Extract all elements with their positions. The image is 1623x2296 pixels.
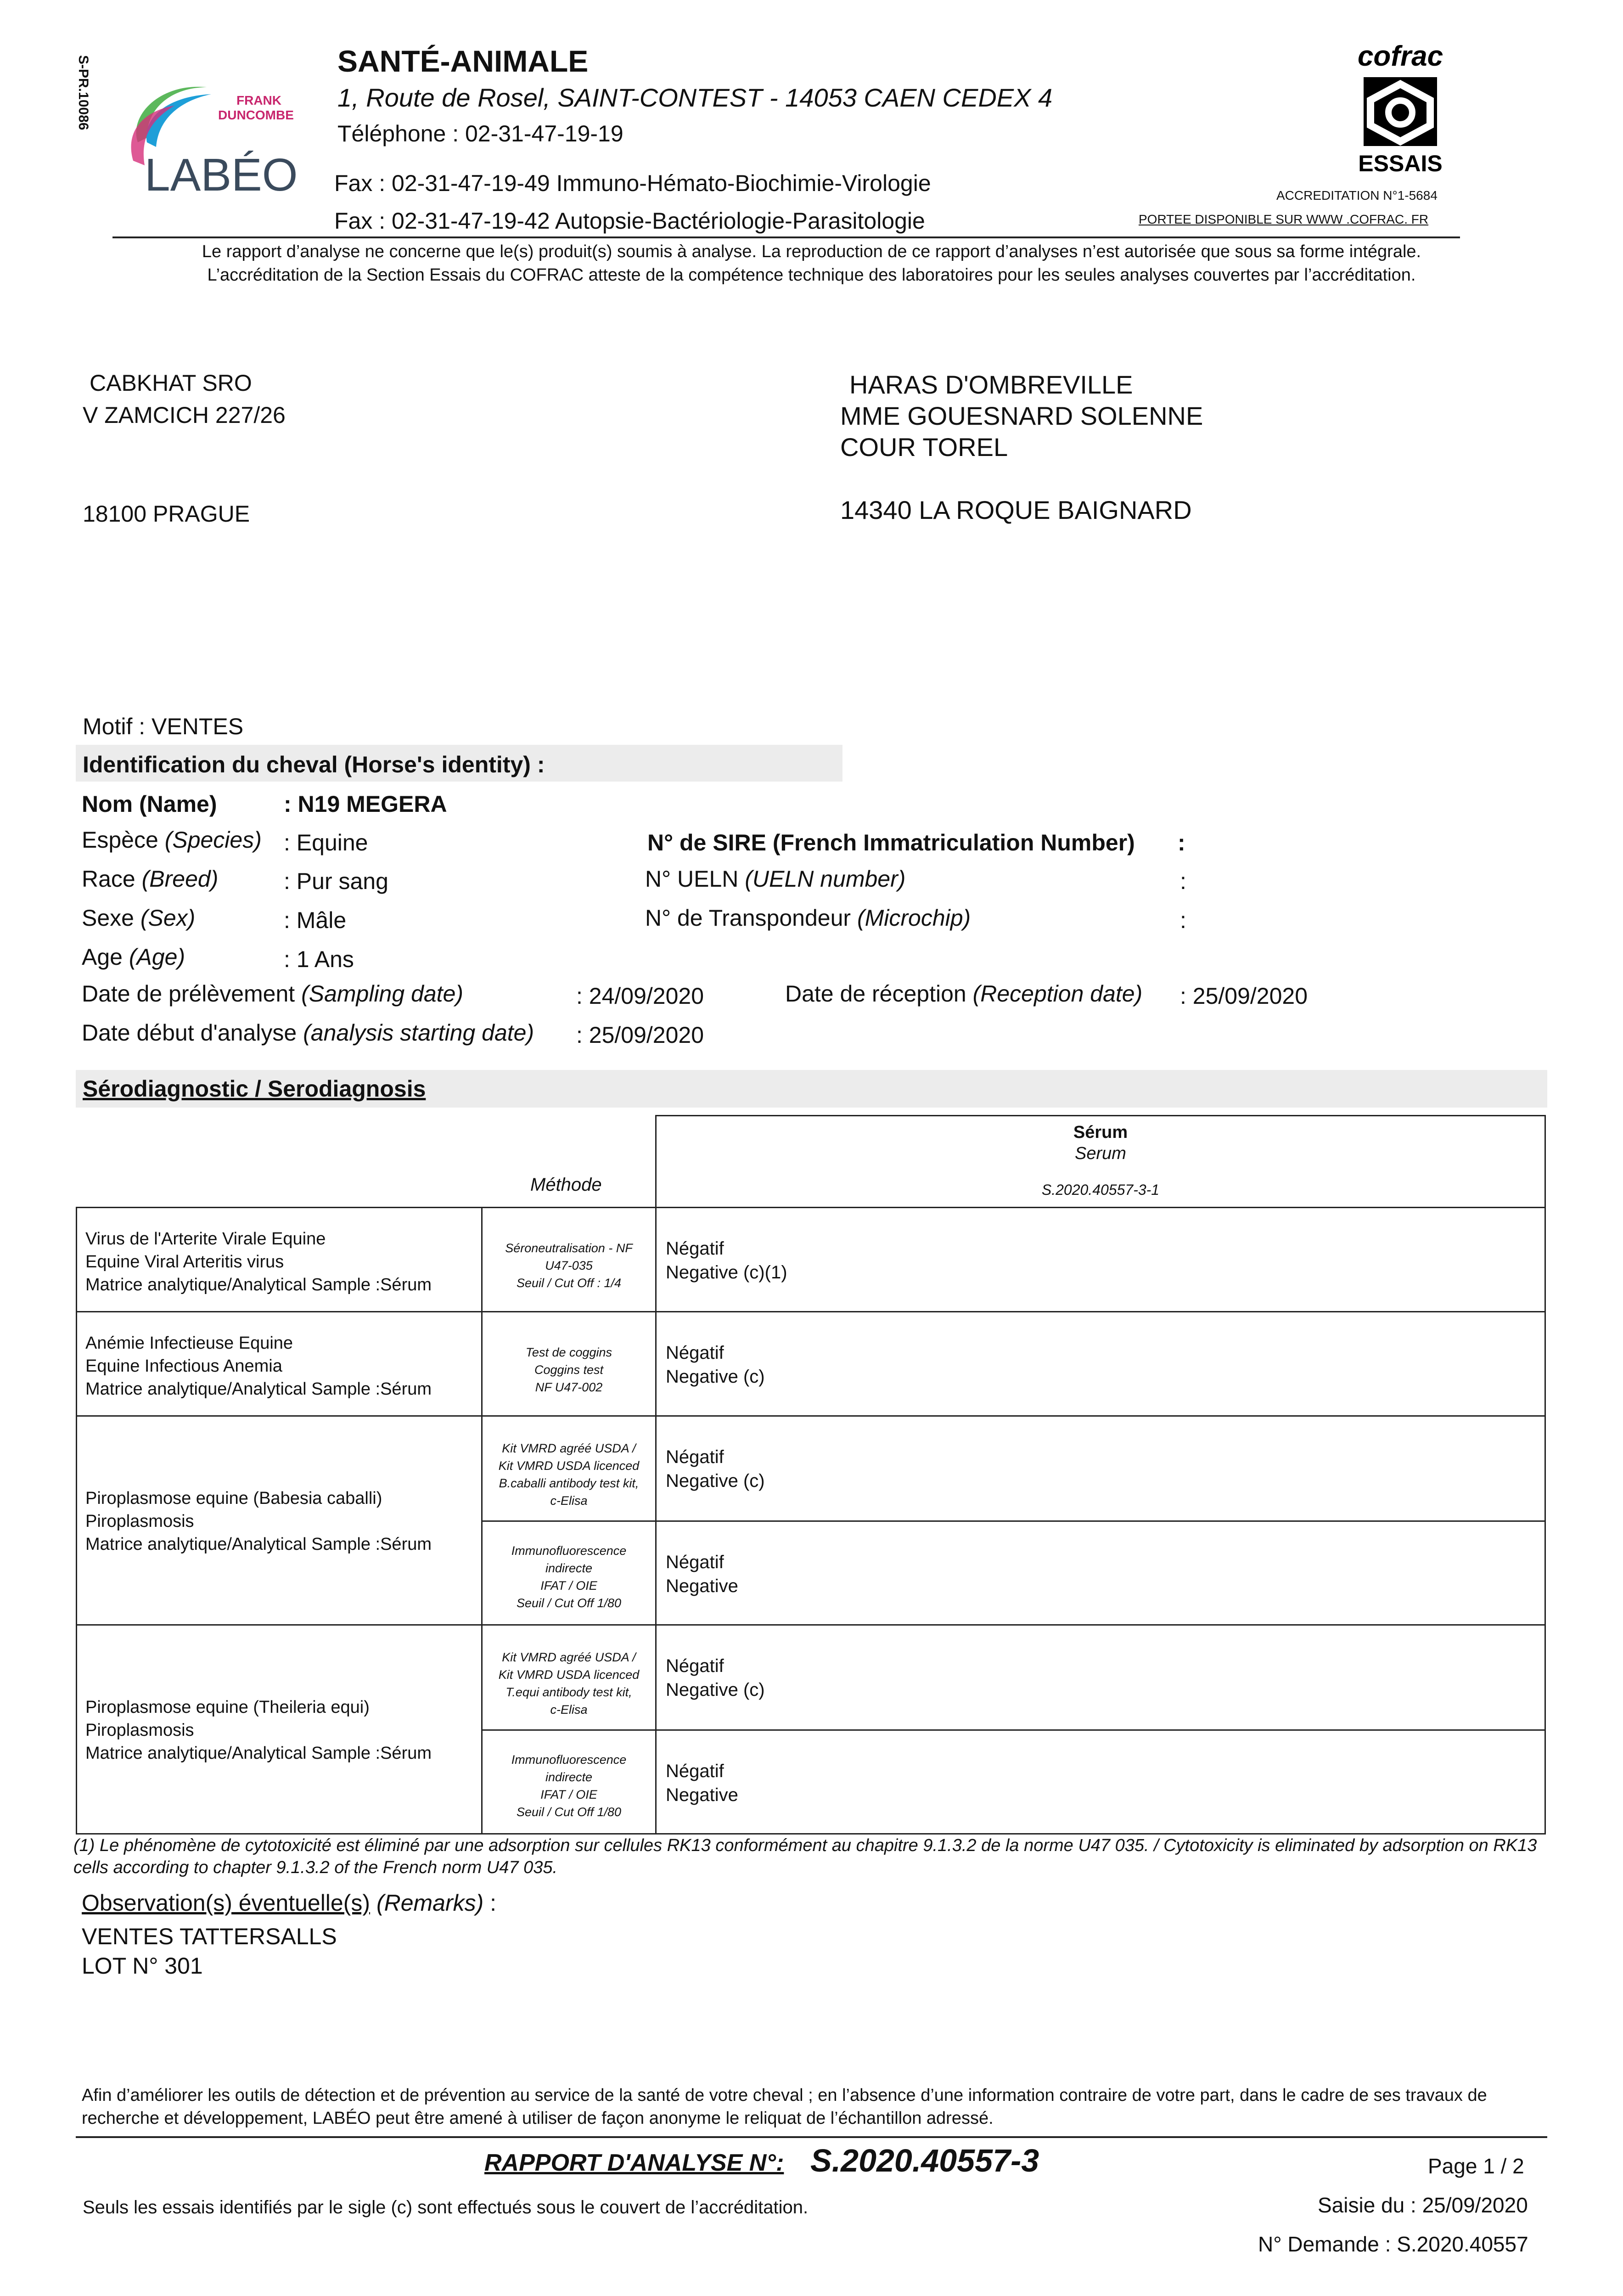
table-row-test <box>76 1624 483 1835</box>
microchip-label <box>645 905 971 931</box>
lab-fax-1: Fax : 02-31-47-19-49 Immuno-Hémato-Biochimie-Virologie <box>334 170 931 196</box>
recipient-line-2: MME GOUESNARD SOLENNE <box>840 401 1203 430</box>
result-fr: Négatif <box>666 1447 724 1467</box>
method-line: Kit VMRD USDA licenced <box>498 1668 640 1682</box>
test-name: Piroplasmose equine (Babesia caballi) <box>85 1489 382 1508</box>
labeo-logo <box>119 73 321 197</box>
analysis-start-label-fr: Date début d'analyse <box>82 1020 297 1046</box>
lab-address: 1, Route de Rosel, SAINT-CONTEST - 14053 CAEN CEDEX 4 <box>337 83 1053 112</box>
test-name: Virus de l'Arterite Virale Equine <box>85 1229 326 1249</box>
reception-date-label-en: (Reception date) <box>972 981 1143 1007</box>
logo-duncombe: DUNCOMBE <box>218 108 294 122</box>
method-line: c-Elisa <box>550 1703 588 1716</box>
sex-label <box>82 905 195 931</box>
serum-header-en: Serum <box>1075 1144 1126 1163</box>
method-line: Seuil / Cut Off : 1/4 <box>516 1276 622 1290</box>
test-matrix: Matrice analytique/Analytical Sample :Sérum <box>85 1379 432 1399</box>
species-value: : Equine <box>284 830 368 855</box>
method-line: Kit VMRD agréé USDA / <box>502 1650 636 1664</box>
analysis-start-label-en: (analysis starting date) <box>303 1020 534 1046</box>
result-fr: Négatif <box>666 1656 724 1676</box>
method-line: Séroneutralisation - NF <box>505 1241 633 1255</box>
method-line: Coggins test <box>534 1363 604 1377</box>
test-name: Anémie Infectieuse Equine <box>85 1334 293 1353</box>
result-en: Negative (c) <box>666 1367 765 1387</box>
microchip-value: : <box>1180 907 1186 933</box>
page-number: Page 1 / 2 <box>1428 2154 1524 2178</box>
sample-id: S.2020.40557-3-1 <box>1041 1182 1160 1198</box>
method-line: Seuil / Cut Off 1/80 <box>516 1596 622 1610</box>
ueln-value: : <box>1180 868 1186 894</box>
microchip-label-fr: N° de Transpondeur <box>645 905 851 931</box>
age-value: : 1 Ans <box>284 946 354 972</box>
serum-header-cell <box>655 1115 1546 1208</box>
table-row-method <box>481 1311 657 1417</box>
sire-label: N° de SIRE (French Immatriculation Number) <box>647 830 1135 855</box>
species-label-en: (Species) <box>164 827 262 853</box>
sender-line-1: CABKHAT SRO <box>90 370 252 396</box>
method-line: IFAT / OIE <box>540 1788 597 1801</box>
table-row-method <box>481 1729 657 1835</box>
serodiagnostic-title: Sérodiagnostic / Serodiagnosis <box>83 1076 426 1102</box>
sire-value: : <box>1178 830 1185 855</box>
table-row-method <box>481 1207 657 1312</box>
species-label <box>82 827 262 853</box>
sampling-date-label-fr: Date de prélèvement <box>82 981 295 1007</box>
sex-label-fr: Sexe <box>82 905 134 931</box>
recipient-line-1: HARAS D'OMBREVILLE <box>849 370 1133 399</box>
cofrac-logo <box>1350 40 1451 178</box>
breed-label <box>82 866 218 892</box>
identification-title: Identification du cheval (Horse's identity) : <box>83 752 545 777</box>
table-row-result <box>655 1624 1546 1731</box>
ueln-label <box>645 866 905 892</box>
microchip-label-en: (Microchip) <box>857 905 971 931</box>
breed-label-en: (Breed) <box>141 866 219 892</box>
table-row-test <box>76 1311 483 1417</box>
method-line: indirecte <box>545 1561 593 1575</box>
analysis-start-value: : 25/09/2020 <box>576 1022 704 1048</box>
name-value: : N19 MEGERA <box>284 791 447 817</box>
reception-date-label-fr: Date de réception <box>785 981 966 1007</box>
recipient-line-4: 14340 LA ROQUE BAIGNARD <box>840 495 1192 524</box>
test-name-en: Equine Infectious Anemia <box>85 1356 282 1376</box>
result-en: Negative (c)(1) <box>666 1262 787 1283</box>
table-row-result <box>655 1207 1546 1312</box>
method-line: Immunofluorescence <box>511 1544 627 1558</box>
method-line: U47-035 <box>545 1259 593 1272</box>
disclaimer-line-1: Le rapport d’analyse ne concerne que le(s) produit(s) soumis à analyse. La reproduction de ce rapport d’analyses n’est autorisée que sous sa forme intégrale. <box>202 242 1421 261</box>
footer-divider <box>76 2136 1547 2138</box>
test-name: Piroplasmose equine (Theileria equi) <box>85 1698 370 1717</box>
result-fr: Négatif <box>666 1238 724 1259</box>
report-number: S.2020.40557-3 <box>810 2143 1039 2178</box>
reception-date-value: : 25/09/2020 <box>1180 983 1308 1009</box>
method-line: c-Elisa <box>550 1494 588 1508</box>
method-line: Seuil / Cut Off 1/80 <box>516 1805 622 1819</box>
entry-date: Saisie du : 25/09/2020 <box>1318 2193 1528 2217</box>
logo-frank: FRANK <box>236 93 281 107</box>
test-name-en: Equine Viral Arteritis virus <box>85 1252 284 1272</box>
table-footnote: (1) Le phénomène de cytotoxicité est éliminé par une adsorption sur cellules RK13 conformément au chapitre 9.1.3.2 de la norme U47 035. / Cytotoxicity is eliminated by adsorption on RK13 cells according to chapter 9.1.3.2 of the French norm U47 035. <box>73 1836 1537 1877</box>
sampling-date-value: : 24/09/2020 <box>576 983 704 1009</box>
result-fr: Négatif <box>666 1552 724 1572</box>
method-line: NF U47-002 <box>535 1380 603 1394</box>
disclaimer-line-2: L’accréditation de la Section Essais du COFRAC atteste de la compétence technique des laboratoires pour les seules analyses couvertes par l’accréditation. <box>207 265 1416 285</box>
remarks-line-2: LOT N° 301 <box>82 1953 203 1979</box>
result-en: Negative (c) <box>666 1680 765 1700</box>
test-matrix: Matrice analytique/Analytical Sample :Sérum <box>85 1275 432 1294</box>
breed-value: : Pur sang <box>284 868 388 894</box>
test-name-en: Piroplasmosis <box>85 1721 194 1740</box>
ueln-label-fr: N° UELN <box>645 866 739 892</box>
motif: Motif : VENTES <box>83 714 244 739</box>
method-line: Immunofluorescence <box>511 1753 627 1767</box>
cofrac-word: cofrac <box>1357 40 1443 72</box>
table-row-result <box>655 1520 1546 1626</box>
age-label-en: (Age) <box>129 944 185 970</box>
remarks-label <box>82 1890 496 1916</box>
lab-phone: Téléphone : 02-31-47-19-19 <box>337 121 623 146</box>
sex-value: : Mâle <box>284 907 347 933</box>
table-row-result <box>655 1729 1546 1835</box>
method-line: Test de coggins <box>525 1345 612 1359</box>
lab-fax-2: Fax : 02-31-47-19-42 Autopsie-Bactériologie-Parasitologie <box>334 208 925 234</box>
test-name-en: Piroplasmosis <box>85 1512 194 1531</box>
request-number: N° Demande : S.2020.40557 <box>1258 2232 1528 2256</box>
recipient-line-3: COUR TOREL <box>840 433 1008 461</box>
method-line: indirecte <box>545 1770 593 1784</box>
result-fr: Négatif <box>666 1343 724 1363</box>
table-row-method <box>481 1624 657 1731</box>
method-line: Kit VMRD USDA licenced <box>498 1459 640 1473</box>
method-line: T.equi antibody test kit, <box>505 1685 632 1699</box>
breed-label-fr: Race <box>82 866 135 892</box>
lab-title: SANTÉ-ANIMALE <box>337 44 589 78</box>
table-row-result <box>655 1311 1546 1417</box>
species-label-fr: Espèce <box>82 827 158 853</box>
sender-line-3: 18100 PRAGUE <box>83 501 250 527</box>
test-matrix: Matrice analytique/Analytical Sample :Sérum <box>85 1535 432 1554</box>
cofrac-portee-link[interactable]: PORTEE DISPONIBLE SUR WWW .COFRAC. FR <box>1139 212 1429 226</box>
logo-labeo-text: LABÉO <box>145 149 298 197</box>
accreditation-note: Seuls les essais identifiés par le sigle (c) sont effectués sous le couvert de l’accréditation. <box>83 2197 809 2217</box>
method-line: B.caballi antibody test kit, <box>499 1476 639 1490</box>
age-label <box>82 944 185 970</box>
analysis-start-label <box>82 1019 534 1046</box>
sampling-date-label <box>82 980 463 1007</box>
remarks-label-en: (Remarks) <box>376 1890 484 1916</box>
header-divider <box>112 236 1460 238</box>
remarks-label-colon: : <box>490 1890 497 1916</box>
sex-label-en: (Sex) <box>140 905 196 931</box>
method-line: Kit VMRD agréé USDA / <box>502 1441 636 1455</box>
document-code: S-PR.10086 <box>76 55 91 130</box>
table-row-test <box>76 1415 483 1626</box>
method-line: IFAT / OIE <box>540 1579 597 1593</box>
sender-line-2: V ZAMCICH 227/26 <box>83 402 286 428</box>
serum-header: Sérum <box>1073 1123 1128 1142</box>
remarks-label-fr: Observation(s) éventuelle(s) <box>82 1890 371 1916</box>
research-note: Afin d’améliorer les outils de détection et de prévention au service de la santé de votre cheval ; en l’absence d’une information contraire de votre part, dans le cadre de ses travaux de recherche et développement, LABÉO peut être amené à utiliser de façon anonyme le reliquat de l’échantillon adressé. <box>82 2086 1487 2128</box>
remarks-line-1: VENTES TATTERSALLS <box>82 1924 337 1949</box>
ueln-label-en: (UELN number) <box>745 866 906 892</box>
name-label: Nom (Name) <box>82 791 217 817</box>
sampling-date-label-en: (Sampling date) <box>301 981 464 1007</box>
result-fr: Négatif <box>666 1761 724 1781</box>
table-row-result <box>655 1415 1546 1522</box>
report-number-label: RAPPORT D'ANALYSE N°: <box>484 2150 784 2176</box>
age-label-fr: Age <box>82 944 123 970</box>
result-en: Negative <box>666 1785 738 1805</box>
methode-header: Méthode <box>530 1175 602 1195</box>
table-row-method <box>481 1520 657 1626</box>
accreditation-number: ACCREDITATION N°1-5684 <box>1276 188 1438 203</box>
table-row-method <box>481 1415 657 1522</box>
table-row-test <box>76 1207 483 1312</box>
reception-date-label <box>785 980 1142 1007</box>
test-matrix: Matrice analytique/Analytical Sample :Sérum <box>85 1744 432 1763</box>
result-en: Negative <box>666 1576 738 1596</box>
result-en: Negative (c) <box>666 1471 765 1491</box>
cofrac-essais: ESSAIS <box>1358 151 1443 176</box>
